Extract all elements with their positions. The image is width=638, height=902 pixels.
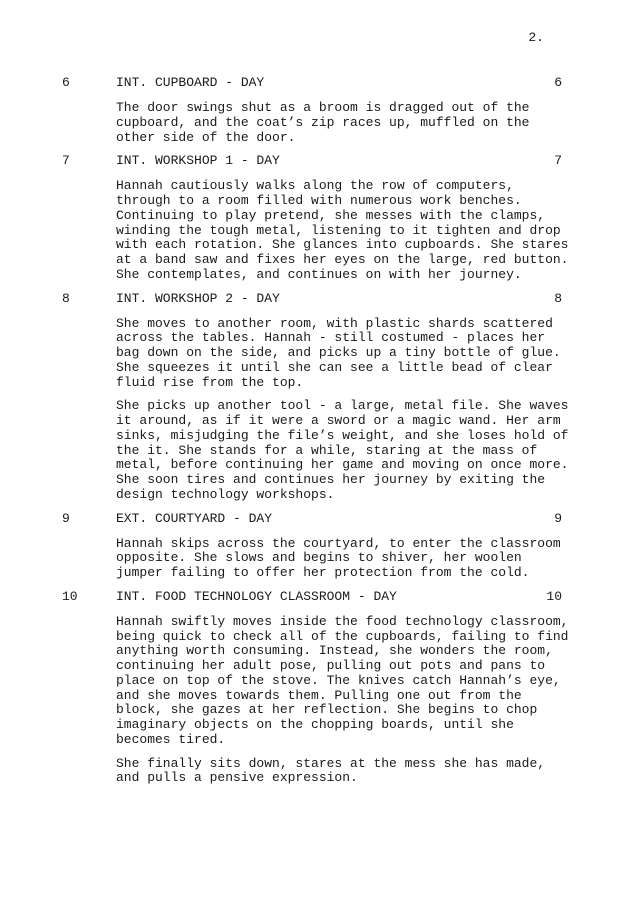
scene-heading: EXT. COURTYARD - DAY (116, 510, 273, 526)
scene-number-left: 10 (62, 588, 78, 604)
action-paragraph: Hannah cautiously walks along the row of computers, through to a room filled with numerous work benches. Continuing to play pretend, she messes with the clamps, winding the tough metal, listening to it tighten and drop with each rotation. She glances into cupboards. She stares at a band saw and fixes her eyes on the large, red button. She contemplates, and continues on with her journey. (116, 178, 569, 282)
scene-7 (0, 154, 638, 282)
action-paragraph: Hannah skips across the courtyard, to enter the classroom opposite. She slows and begins to shiver, her woolen jumper failing to offer her protection from the cold. (116, 535, 561, 580)
scene-heading-row (0, 154, 638, 170)
scene-8 (0, 292, 638, 503)
scene-number-left: 8 (62, 290, 70, 306)
scene-number-right: 7 (554, 153, 562, 169)
action-paragraph: The door swings shut as a broom is dragged out of the cupboard, and the coat’s zip races up, muffled on the other side of the door. (116, 100, 530, 145)
scene-heading-row (0, 512, 638, 528)
scene-heading: INT. CUPBOARD - DAY (116, 75, 265, 90)
scene-number-right: 9 (554, 510, 562, 526)
scene-10 (0, 590, 638, 786)
scene-heading: INT. WORKSHOP 1 - DAY (116, 153, 280, 169)
action-paragraph: She picks up another tool - a large, metal file. She waves it around, as if it were a sword or a magic wand. Her arm sinks, misjudging the file’s weight, and she loses hold of the it. She stands for a while, staring at the mass of metal, before continuing her game and moving on once more. She soon tires and continues her journey by exiting the design technology workshops. (116, 398, 569, 502)
scene-number-right: 6 (554, 75, 562, 90)
scene-9 (0, 512, 638, 581)
scene-number-left: 6 (62, 75, 70, 90)
scene-heading: INT. FOOD TECHNOLOGY CLASSROOM - DAY (116, 588, 397, 604)
scene-6 (0, 76, 638, 145)
scene-number-left: 9 (62, 510, 70, 526)
page-number: 2. (528, 30, 544, 45)
scene-heading: INT. WORKSHOP 2 - DAY (116, 290, 280, 306)
scene-heading-row (0, 76, 638, 92)
screenplay-body (0, 76, 638, 795)
scene-heading-row (0, 590, 638, 606)
action-paragraph: She finally sits down, stares at the mess she has made, and pulls a pensive expression. (116, 755, 546, 786)
action-paragraph: She moves to another room, with plastic shards scattered across the tables. Hannah - still costumed - places her bag down on the side, and picks up a tiny bottle of glue. She squeezes it until she can see a little bead of clear fluid rise from the top. (116, 315, 561, 390)
scene-number-right: 8 (554, 290, 562, 306)
action-paragraph: Hannah swiftly moves inside the food technology classroom, being quick to check all of the cupboards, failing to find anything worth consuming. Instead, she wonders the room, continuing her adult pose, pulling out pots and pans to place on top of the stove. The knives catch Hannah’s eye, and she moves towards them. Pulling one out from the block, she gazes at her reflection. She begins to chop imaginary objects on the chopping boards, until she becomes tired. (116, 613, 569, 747)
scene-heading-row (0, 292, 638, 308)
scene-number-left: 7 (62, 153, 70, 169)
scene-number-right: 10 (546, 588, 562, 604)
